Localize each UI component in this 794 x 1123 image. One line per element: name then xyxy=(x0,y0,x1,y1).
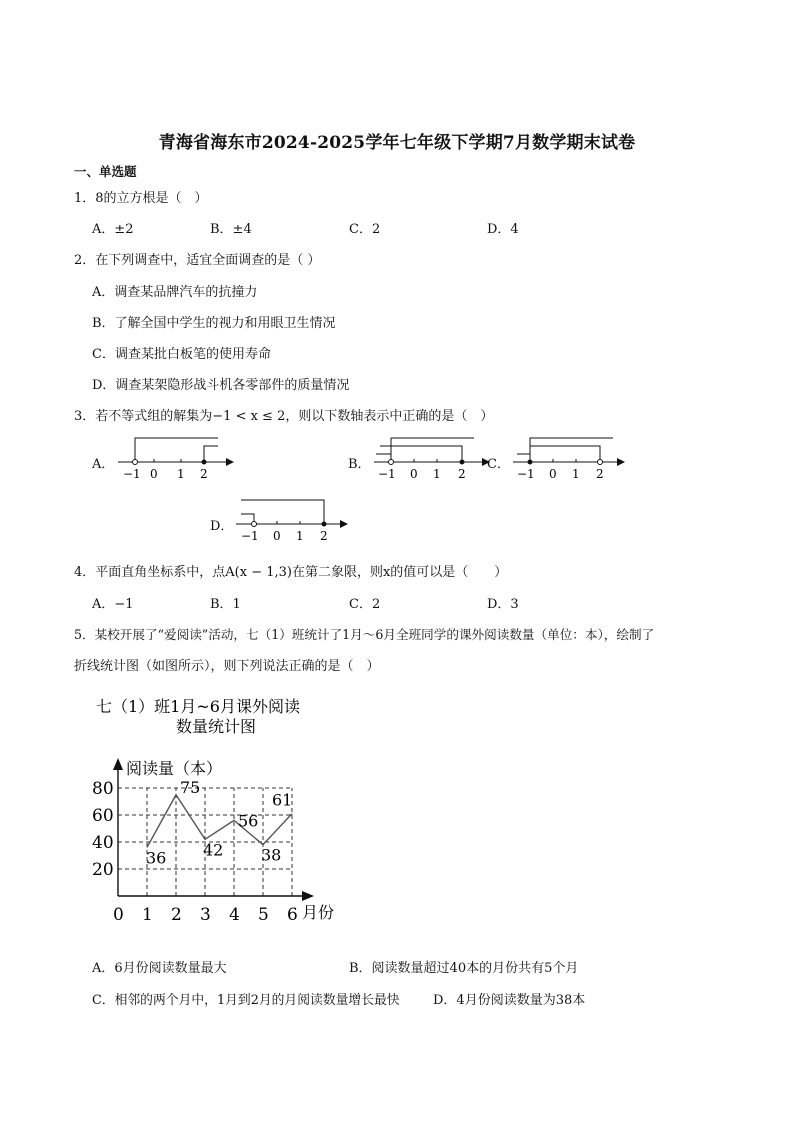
question-4-option-c[interactable]: C．2 xyxy=(349,597,381,612)
question-3-option-b-letter[interactable]: B． xyxy=(348,457,371,472)
x-tick-label: 1 xyxy=(142,905,153,925)
data-label: 38 xyxy=(261,845,282,865)
y-axis-arrow xyxy=(113,758,123,770)
page-title: 青海省海东市2024-2025学年七年级下学期7月数学期末试卷 xyxy=(158,133,636,153)
y-tick-label: 40 xyxy=(92,833,114,853)
chart-title-line2: 数量统计图 xyxy=(176,717,257,736)
question-4-option-b[interactable]: B．1 xyxy=(210,597,241,612)
question-2-option-a[interactable]: A．调查某品牌汽车的抗撞力 xyxy=(92,285,258,300)
x-tick-label: 0 xyxy=(113,905,124,925)
x-tick-label: 2 xyxy=(171,905,182,925)
number-line-a[interactable] xyxy=(110,432,240,482)
question-1-option-b[interactable]: B．±4 xyxy=(210,222,252,237)
tick-label: 1 xyxy=(433,467,441,481)
tick-label: −1 xyxy=(123,467,141,481)
y-tick-label: 60 xyxy=(92,806,114,826)
question-1-stem: 1．8的立方根是（ ） xyxy=(74,191,208,206)
question-5-option-c[interactable]: C．相邻的两个月中，1月到2月的月阅读数量增长最快 xyxy=(92,993,400,1008)
question-4-option-a[interactable]: A．−1 xyxy=(92,597,134,612)
line-chart xyxy=(80,690,380,940)
tick-label: −1 xyxy=(241,529,259,543)
x-axis-arrow xyxy=(302,891,314,901)
tick-label: 2 xyxy=(596,467,604,481)
question-4-option-d[interactable]: D．3 xyxy=(487,597,519,612)
question-2-stem: 2．在下列调查中，适宜全面调查的是（ ） xyxy=(74,253,321,268)
x-tick-label: 4 xyxy=(229,905,240,925)
question-3-option-c-letter[interactable]: C． xyxy=(487,457,510,472)
data-label: 61 xyxy=(272,790,293,810)
question-1-option-c[interactable]: C．2 xyxy=(349,222,381,237)
tick-label: 2 xyxy=(200,467,208,481)
tick-label: 0 xyxy=(549,467,557,481)
question-3-option-d-letter[interactable]: D． xyxy=(210,519,234,534)
data-label: 75 xyxy=(180,777,201,797)
question-2-option-b[interactable]: B．了解全国中学生的视力和用眼卫生情况 xyxy=(92,316,336,331)
chart-x-axis-label: 月份 xyxy=(302,903,335,922)
tick-label: 0 xyxy=(150,467,158,481)
data-label: 56 xyxy=(238,811,259,831)
number-line-b[interactable] xyxy=(366,432,496,482)
chart-axes xyxy=(113,758,314,901)
tick-label: 1 xyxy=(177,467,185,481)
question-5-option-b[interactable]: B．阅读数量超过40本的月份共有5个月 xyxy=(349,961,579,976)
tick-label: 2 xyxy=(320,529,328,543)
tick-label: −1 xyxy=(517,467,535,481)
y-tick-label: 80 xyxy=(92,779,114,799)
x-tick-label: 5 xyxy=(258,905,269,925)
data-label: 42 xyxy=(203,840,224,860)
question-5-option-a[interactable]: A．6月份阅读数量最大 xyxy=(92,961,227,976)
question-1-option-d[interactable]: D．4 xyxy=(487,222,519,237)
chart-y-axis-label: 阅读量（本） xyxy=(126,759,223,778)
chart-title-line1: 七（1）班1月~6月课外阅读 xyxy=(96,697,300,716)
question-5-option-d[interactable]: D．4月份阅读数量为38本 xyxy=(433,993,586,1008)
question-3-option-a-letter[interactable]: A． xyxy=(92,457,115,472)
x-tick-label: 3 xyxy=(200,905,211,925)
question-1-option-a[interactable]: A．±2 xyxy=(92,222,134,237)
tick-label: 1 xyxy=(296,529,304,543)
number-line-d[interactable] xyxy=(228,494,353,544)
tick-label: −1 xyxy=(378,467,396,481)
x-tick-label: 6 xyxy=(287,905,298,925)
question-5-stem-line1: 5．某校开展了“爱阅读”活动，七（1）班统计了1月～6月全班同学的课外阅读数量（单位：本），绘制了 xyxy=(74,627,655,642)
tick-label: 0 xyxy=(410,467,418,481)
question-5-stem-line2: 折线统计图（如图所示），则下列说法正确的是（ ） xyxy=(74,659,380,674)
number-line-c[interactable] xyxy=(505,432,630,482)
question-2-option-c[interactable]: C．调查某批白板笔的使用寿命 xyxy=(92,347,271,362)
question-4-stem: 4．平面直角坐标系中，点A(x − 1,3)在第二象限，则x的值可以是（ ） xyxy=(74,565,508,580)
tick-label: 1 xyxy=(572,467,580,481)
y-tick-label: 20 xyxy=(92,860,114,880)
chart-data-labels xyxy=(146,778,292,868)
question-2-option-d[interactable]: D．调查某架隐形战斗机各零部件的质量情况 xyxy=(92,378,350,393)
data-label: 36 xyxy=(146,848,167,868)
section-header: 一、单选题 xyxy=(74,164,137,179)
tick-label: 2 xyxy=(458,467,466,481)
question-3-stem: 3．若不等式组的解集为−1 < x ≤ 2，则以下数轴表示中正确的是（ ） xyxy=(74,409,494,424)
tick-label: 0 xyxy=(273,529,281,543)
